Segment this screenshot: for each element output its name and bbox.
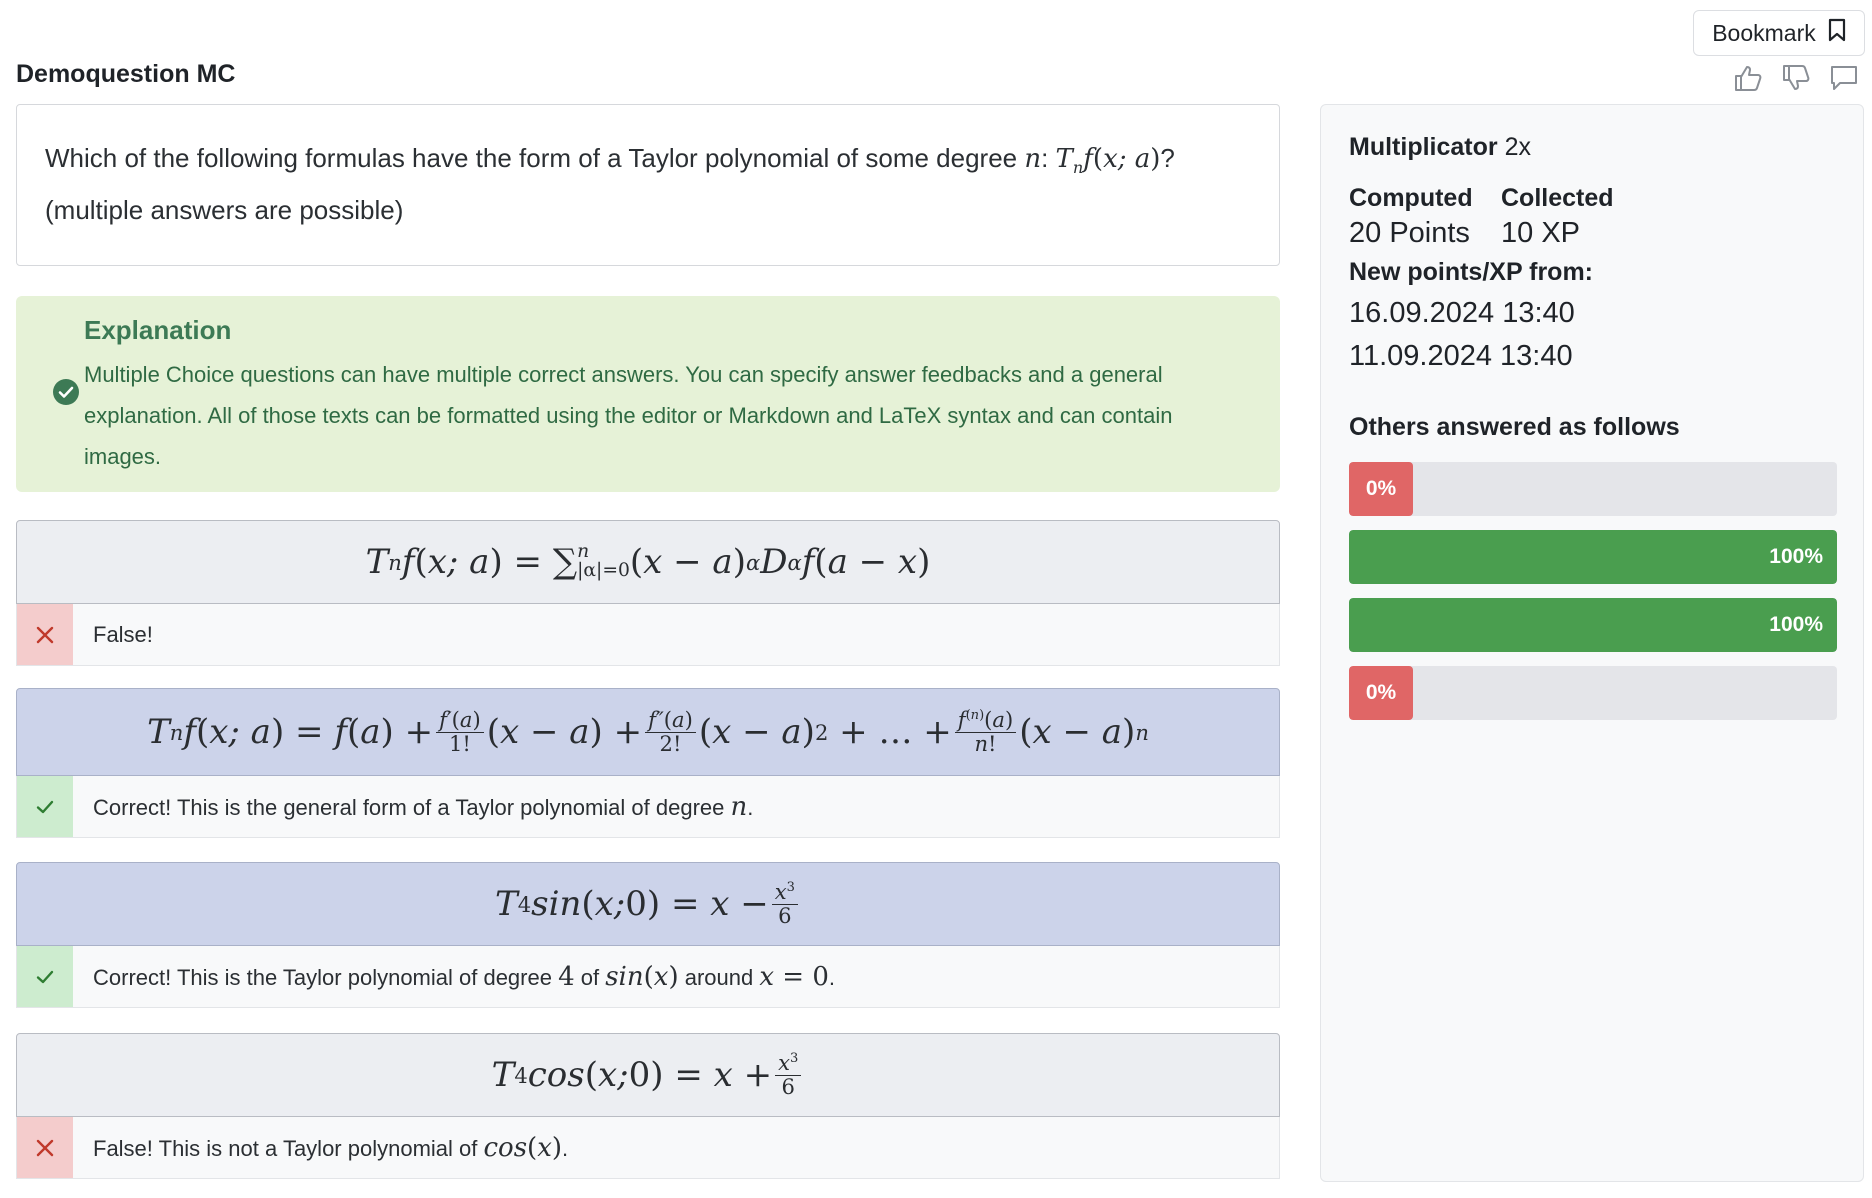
- bookmark-label: Bookmark: [1712, 19, 1816, 46]
- answer-feedback-text: False!: [93, 621, 153, 647]
- answer-formula[interactable]: T n f ( x; a ) = ∑ n |α|=0 ( x − a ) α D α f ( a − x ): [16, 520, 1280, 604]
- bookmark-button[interactable]: [1693, 10, 1865, 56]
- collected-value: 10 XP: [1501, 217, 1580, 249]
- multiplicator-label: Multiplicator: [1349, 133, 1498, 161]
- others-answered-label: Others answered as follows: [1349, 413, 1680, 441]
- question-text-suffix: ? (multiple answers are possible): [45, 143, 1175, 226]
- question-feedback-icons: [1732, 62, 1860, 94]
- page-title: Demoquestion MC: [16, 60, 236, 88]
- answer-formula[interactable]: T 4 cos ( x; 0) = x + $\frac{x^3}{6}$: [16, 1033, 1280, 1117]
- stats-panel: [1320, 104, 1864, 1182]
- multiplicator-value: 2x: [1504, 133, 1531, 161]
- cross-icon: [17, 1117, 73, 1178]
- answer-feedback: Correct! This is the general form of a Taylor polynomial of degree n.: [16, 776, 1280, 838]
- check-icon: [17, 946, 73, 1007]
- question-card: Which of the following formulas have the form of a Taylor polynomial of some degree n: $T_nf(x$; a)? (multiple answers are possible): [16, 104, 1280, 266]
- answer-option-4[interactable]: [16, 1033, 1280, 1179]
- stat-fill: 0%: [1349, 462, 1413, 516]
- answer-feedback-text: False! This is not a Taylor polynomial of: [93, 1135, 484, 1161]
- computed-label: Computed: [1349, 184, 1473, 212]
- answer-feedback-text: Correct! This is the Taylor polynomial of degree: [93, 964, 559, 990]
- answer-option-1[interactable]: [16, 520, 1280, 666]
- answer-feedback-text: Correct! This is the general form of a Taylor polynomial of degree: [93, 794, 731, 820]
- explanation-title: Explanation: [84, 315, 232, 345]
- date-1: 16.09.2024 13:40: [1349, 297, 1575, 329]
- stat-fill: 100%: [1349, 530, 1837, 584]
- explanation-body: Multiple Choice questions can have multiple correct answers. You can specify answer feedbacks and a general explanation. All of those texts can be formatted using the editor or Markdown and LaTeX syntax and can contain images.: [84, 362, 1173, 469]
- answer-option-2[interactable]: [16, 688, 1280, 838]
- thumbs-up-icon[interactable]: [1732, 62, 1764, 94]
- answer-stats-bars: [1349, 462, 1835, 720]
- answer-feedback: [16, 604, 1280, 666]
- answer-formula[interactable]: T 4 sin ( x; 0) = x − $\frac{x^3}{6}$: [16, 862, 1280, 946]
- comment-icon[interactable]: [1828, 62, 1860, 94]
- stat-fill: 100%: [1349, 598, 1837, 652]
- answer-formula[interactable]: T n f ( x; a ) = f ( a ) + $\frac{f'(a)}{1!}$ ( x − a ) + $\frac{f''(a)}{2!}$ ( x − a ) 2 + … + $\frac{f^{(n)}(a)}{n!}$ ( x − a ) n: [16, 688, 1280, 776]
- answer-stat-bar: [1349, 462, 1837, 516]
- collected-label: Collected: [1501, 184, 1614, 212]
- answer-stat-bar: [1349, 598, 1837, 652]
- multiplicator-row: [1349, 133, 1835, 162]
- question-text-prefix: Which of the following formulas have the form of a Taylor polynomial of some degree: [45, 143, 1025, 173]
- new-points-label: New points/XP from:: [1349, 258, 1594, 286]
- stat-fill: 0%: [1349, 666, 1413, 720]
- question-math-taylor: $T_nf(x$; a): [1055, 144, 1161, 178]
- points-grid: [1349, 184, 1835, 250]
- check-icon: [17, 776, 73, 837]
- thumbs-down-icon[interactable]: [1780, 62, 1812, 94]
- answer-option-3[interactable]: [16, 862, 1280, 1008]
- answer-feedback: Correct! This is the Taylor polynomial of degree 4 of sin(x) around x = 0.: [16, 946, 1280, 1008]
- question-math-n: n: [1024, 144, 1042, 174]
- answer-stat-bar: [1349, 530, 1837, 584]
- answer-stat-bar: [1349, 666, 1837, 720]
- date-2: 11.09.2024 13:40: [1349, 340, 1573, 372]
- check-circle-icon: [52, 378, 80, 411]
- answer-feedback: False! This is not a Taylor polynomial of cos(x).: [16, 1117, 1280, 1179]
- explanation-box: [16, 296, 1280, 492]
- bookmark-icon: [1828, 18, 1846, 48]
- cross-icon: [17, 604, 73, 665]
- computed-value: 20 Points: [1349, 217, 1470, 249]
